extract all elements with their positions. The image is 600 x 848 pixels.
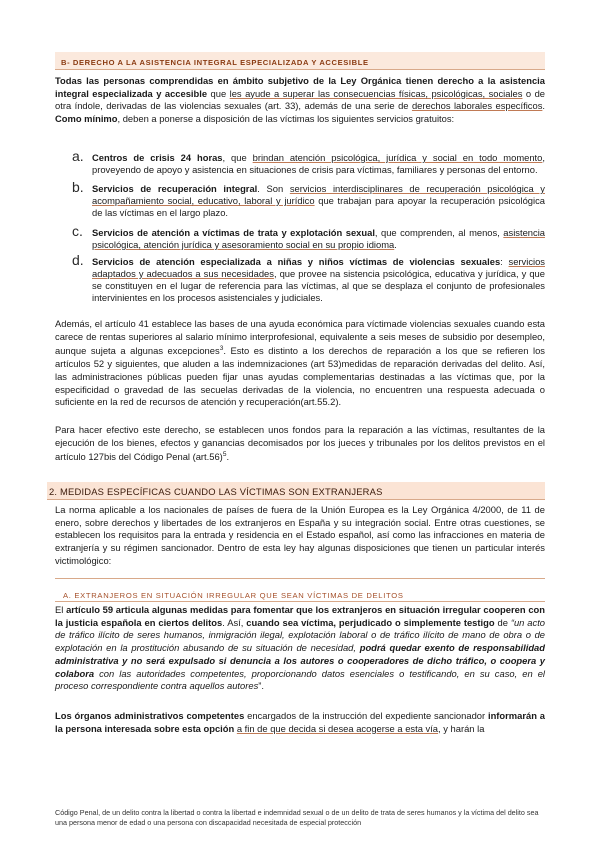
art59-quote-2: con las autoridades competentes, proporcionando datos esenciales o testificando, en su caso, en el proceso correspondiente contra aquellos autores (55, 667, 545, 692)
art59-text: de (494, 616, 511, 628)
list-item-text: , proveyendo de apoyo y asistencia en situaciones de crisis para víctimas, familiares y personas del entorno. (92, 152, 545, 175)
footnote: Código Penal, de un delito contra la libertad o contra la libertad e indemnidad sexual o de un delito de trata de seres humanos y la víctima del delito sea una persona menor de edad o una persona con discapacidad necesitada de especial protección (55, 808, 539, 827)
article-59-paragraph (55, 604, 545, 693)
article-41-text-1: Además, el artículo 41 establece las bases de una ayuda económica para víctimade violencias sexuales cuando esta carece de rentas superiores al salario mínimo interprofesional, equivalente a seis meses de subsidio por desempleo, aunque sujeta a algunas excepciones (55, 318, 545, 357)
list-item-text: , que (222, 152, 253, 163)
art59-text: El (55, 604, 67, 615)
list-item (72, 223, 545, 251)
list-item-text: : (500, 256, 509, 267)
art59-bold-2: cuando sea víctima, perjudicado o simplemente testigo (246, 616, 495, 628)
list-item-title: Servicios de atención a víctimas de trata y explotación sexual (92, 227, 375, 238)
art59-quote-1: “un acto de tráfico ilícito de seres humanos, inmigración ilegal, explotación laboral o de tráfico ilícito de mano de obra o de explotación en la prostitución abusando de su situación de necesidad, (55, 616, 546, 654)
fondos-text-end: . (226, 451, 230, 463)
intro-paragraph (55, 75, 545, 126)
art59-bold-1: artículo 59 articula algunas medidas para fomentar que los extranjeros en situación irregular cooperen con la justicia española en ciertos delitos (55, 604, 545, 628)
organos-bold-2: informarán a la persona interesada sobre esta opción (55, 710, 545, 734)
list-item-title: Servicios de atención especializada a niñas y niños víctimas de violencias sexuales (92, 256, 501, 267)
list-item (72, 252, 545, 304)
intro-underline-1: les ayude a superar las consecuencias físicas, psicológicas, sociales (229, 87, 523, 99)
section-2-header (47, 482, 545, 500)
list-item-underline: servicios interdisciplinares de recuperación psicológica y acompañamiento social, educativo, laboral y jurídico (92, 183, 545, 206)
art59-quote-bold: podrá quedar exento de responsabilidad administrativa y no será expulsado si denuncia a los autores o cooperadores de dicho tráfico, o coopera y colabora (55, 642, 545, 679)
list-item-text: . Son (257, 183, 290, 194)
organos-bold-1: Los órganos administrativos competentes (55, 710, 245, 721)
list-item (72, 148, 545, 176)
section-b-header (55, 52, 545, 70)
article-41-text-2: . Esto es distinto a los derechos de reparación a los que se refieren los artículos 52 y siguientes, que aluden a las indemnizaciones (art 53)medidas de reparación derivadas del delito. Así, las administraciones públicas pueden fijar unas ayudas complementarias destinadas a las víctimas que, por la especificidad o gravedad de las secuelas derivadas de la violencia, no encuentren una respuesta adecuada o suficiente en la red de recursos de atención y recuperación(art.55.2). (55, 345, 545, 408)
intro-text-4: , deben a ponerse a disposición de las víctimas los siguientes servicios gratuitos: (117, 113, 455, 125)
fondos-paragraph (55, 424, 545, 464)
fondos-text: Para hacer efectivo este derecho, se establecen unos fondos para la reparación a las víctimas, resultantes de la ejecución de los bienes, efectos y ganancias decomisados por los jueces y tribunales por los delitos previstos en el artículo 127bis del Código Penal (art.56) (55, 424, 545, 463)
list-item (72, 179, 546, 219)
divider (55, 578, 545, 579)
footnote-ref: 3 (219, 345, 224, 353)
list-item-underline: asistencia psicológica, atención jurídica y asesoramiento social en su propio idioma (92, 227, 545, 250)
art59-text-end: ”. (258, 680, 264, 692)
art59-text: . Así, (222, 616, 247, 628)
list-item-text: . (394, 239, 397, 250)
organos-underline: a fin de que decida si desea acogerse a esta vía (236, 722, 439, 734)
list-letter: c. (72, 223, 83, 239)
intro-bold-2: Como mínimo (55, 113, 118, 125)
intro-underline-2: derechos laborales específicos (411, 100, 543, 112)
intro-text-3: . (542, 100, 545, 112)
organos-text-end: , y harán la (438, 722, 485, 734)
article-41-paragraph (55, 318, 545, 409)
list-letter: a. (72, 148, 84, 164)
list-letter: b. (72, 179, 84, 195)
list-item-title: Centros de crisis 24 horas (92, 152, 223, 163)
section-2-title: 2. MEDIDAS ESPECÍFICAS CUANDO LAS VÍCTIMAS SON EXTRANJERAS (49, 486, 383, 497)
list-item-underline: brindan atención psicológica, jurídica y social en todo momento (252, 152, 543, 163)
footnote-ref: 5 (222, 451, 227, 459)
organos-text: encargados de la instrucción del expediente sancionador (244, 710, 488, 721)
list-letter: d. (72, 252, 84, 268)
section-a-title: A. EXTRANJEROS EN SITUACIÓN IRREGULAR QUE SEAN VÍCTIMAS DE DELITOS (63, 591, 404, 600)
intro-bold-1: Todas las personas comprendidas en ámbito subjetivo de la Ley Orgánica tienen derecho a la asistencia integral especializada y accesible (55, 75, 545, 99)
section-2-body: La norma aplicable a los nacionales de países de fuera de la Unión Europea es la Ley Orgánica 4/2000, de 11 de enero, sobre derechos y libertades de los extranjeros en España y su integración social. Entre otras cuestiones, se establecen los requisitos para la entrada y residencia en el Estado español, así como las infracciones en materia de extranjería y su régimen sancionador. Dentro de esta ley hay algunas disposiciones que tienen un particular interés victimológico: (55, 504, 545, 566)
section-a-header (55, 585, 545, 602)
intro-text-1: que (207, 87, 230, 99)
list-item-text: , que provee na sistencia psicológica, educativa y jurídica, y que se constituyen en el lugar de referencia para las víctimas, al que se desplaza el conjunto de profesionales intervinientes en los procesos asistenciales y judiciales. (92, 268, 545, 303)
list-item-title: Servicios de recuperación integral (92, 183, 258, 194)
list-item-text: que trabajan para apoyar la recuperación psicológica de las víctimas en el largo plazo. (92, 195, 546, 218)
organos-paragraph (55, 710, 545, 735)
list-item-underline: servicios adaptados y adecuados a sus necesidades (92, 256, 545, 279)
list-item-text: , que comprenden, al menos, (374, 227, 504, 238)
section-b-title: B- DERECHO A LA ASISTENCIA INTEGRAL ESPECIALIZADA Y ACCESIBLE (61, 58, 369, 67)
intro-text-2: o de otra índole, derivadas de las violencias sexuales (art. 33), además de una serie de (55, 87, 546, 112)
